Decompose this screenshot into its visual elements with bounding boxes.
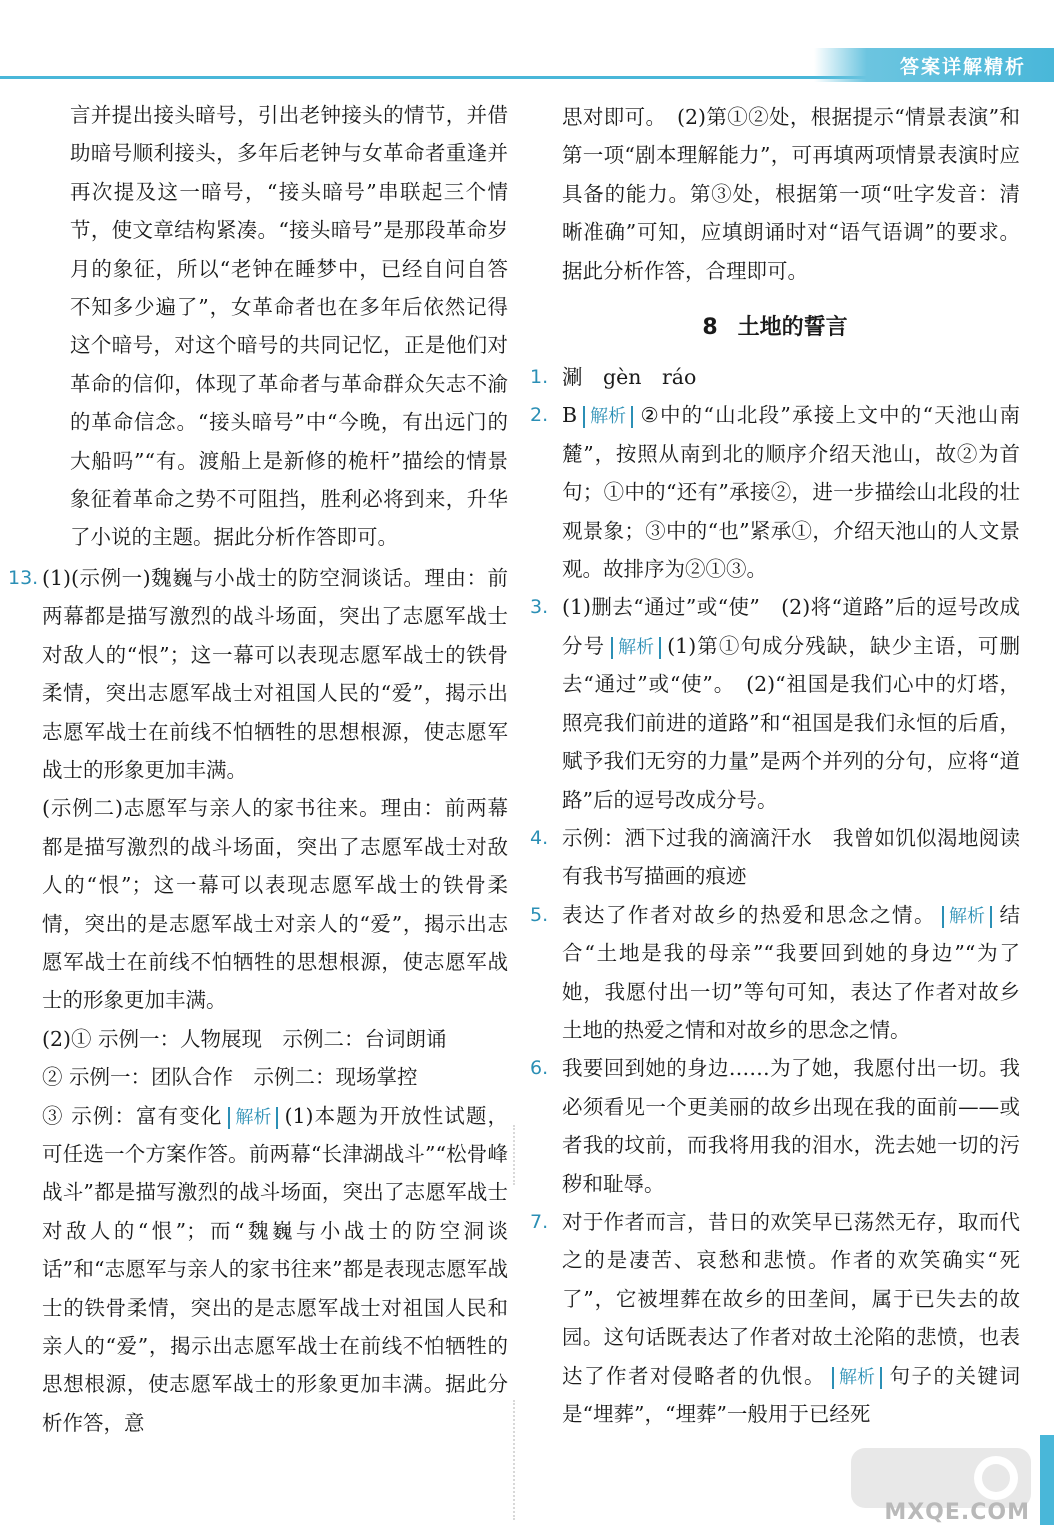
- item-number: 3.: [530, 596, 549, 619]
- right-column: [530, 98, 1041, 1433]
- continued-analysis: 思对即可。 (2)第①②处，根据提示“情景表演”和第一项“剧本理解能力”，可再填两项情景表演时应具备的能力。第③处，根据第一项“吐字发音：清晰准确”可知，应填朗诵时对“语气语调”的要求。据此分析作答，合理即可。: [562, 105, 1020, 283]
- question-13: [8, 559, 508, 1442]
- answer-item-3: [530, 588, 1020, 818]
- item-number: 6.: [530, 1057, 549, 1080]
- analysis-text: 句子的关键词是“埋葬”，“埋葬”一般用于已经死: [562, 1363, 1020, 1426]
- answer-part-2-line-3: [42, 1097, 508, 1443]
- header-tab: [814, 48, 1054, 82]
- item-text: [562, 588, 1020, 818]
- item-number: 7.: [530, 1210, 549, 1233]
- item-text: 我要回到她的身边……为了她，我愿付出一切。我必须看见一个更美丽的故乡出现在我的面前——或者我的坟前，而我将用我的泪水，洗去她一切的污秽和耻辱。: [562, 1056, 1020, 1196]
- item-text: [562, 896, 1020, 1050]
- watermark-text: MXQE.COM: [884, 1500, 1030, 1525]
- item-text: 涮 gèn ráo: [562, 365, 697, 390]
- item-text: 示例：洒下过我的滴滴汗水 我曾如饥似渴地阅读 有我书写描画的痕迹: [562, 825, 1041, 889]
- analysis-text: 结合“土地是我的母亲”“我要回到她的身边”“为了她，我愿付出一切”等句可知，表达了作者对故乡土地的热爱之情和对故乡的思念之情。: [562, 902, 1020, 1042]
- item-text: [562, 396, 1020, 588]
- item-answer: B: [562, 403, 578, 428]
- answer-item-1: [530, 358, 1020, 396]
- header-label: 答案详解精析: [899, 56, 1026, 78]
- answer-part-1-example-1: (1)(示例一)魏巍与小战士的防空洞谈话。理由：前两幕都是描写激烈的战斗场面，突出了志愿军战士对敌人的“恨”；这一幕可以表现志愿军战士的铁骨柔情，突出志愿军战士对祖国人民的“爱”，揭示出志愿军战士在前线不怕牺牲的思想根源，使志愿军战士的形象更加丰满。: [42, 565, 508, 782]
- question-number: 13.: [8, 566, 39, 589]
- continued-paragraph: 言并提出接头暗号，引出老钟接头的情节，并借助暗号顺利接头，多年后老钟与女革命者重逢并再次提及这一暗号，“接头暗号”串联起三个情节，使文章结构紧凑。“接头暗号”是那段革命岁月的象征，所以“老钟在睡梦中，已经自问自答不知多少遍了”，女革命者也在多年后依然记得这个暗号，对这个暗号的共同记忆，正是他们对革命的信仰，体现了革命者与革命群众矢志不渝的革命信念。“接头暗号”中“今晚，有出远门的大船吗”“有。渡船上是新修的桅杆”描绘的情景象征着革命之势不可阻挡，胜利必将到来，升华了小说的主题。据此分析作答即可。: [70, 103, 508, 550]
- item-answer: (1)删去“通过”或“使” (2)将“道路”后的逗号改成分号: [562, 595, 1020, 658]
- item-number: 1.: [530, 366, 549, 389]
- item-number: 5.: [530, 903, 549, 926]
- analysis-tag: 解析: [832, 1367, 882, 1389]
- section-title: 土地的誓言: [737, 315, 848, 341]
- answer-item-2: [530, 396, 1020, 588]
- analysis-tag: 解析: [611, 637, 661, 659]
- analysis-text: ②中的“山北段”承接上文中的“天池山南麓”，按照从南到北的顺序介绍天池山，故②为首句；①中的“还有”承接②，进一步描绘山北段的壮观景象；③中的“也”紧承①，介绍天池山的人文景观。故排序为②①③。: [562, 403, 1020, 582]
- answer-item-7: [530, 1203, 1020, 1433]
- item-answer: 表达了作者对故乡的热爱和思念之情。: [562, 902, 936, 927]
- question-body: [42, 559, 508, 1442]
- analysis-tag: 解析: [228, 1107, 278, 1129]
- answer-text: ③ 示例：富有变化: [42, 1103, 223, 1128]
- item-answer: 对于作者而言，昔日的欢笑早已荡然无存，取而代之的是凄苦、哀愁和悲愤。作者的欢笑确实“死了”，它被埋葬在故乡的田垄间，属于已失去的故园。这句话既表达了作者对故土沦陷的悲愤，也表达了作者对侵略者的仇恨。: [562, 1209, 1020, 1388]
- section-heading: [530, 300, 1020, 356]
- analysis-text: (1)第①句成分残缺，缺少主语，可删去“通过”或“使”。 (2)“祖国是我们心中的灯塔，照亮我们前进的道路”和“祖国是我们永恒的后盾，赋予我们无穷的力量”是两个并列的分句，应将“道路”后的逗号改成分号。: [562, 633, 1020, 812]
- left-column: [8, 96, 508, 1442]
- analysis-tag: 解析: [942, 906, 992, 928]
- analysis-text: (1)本题为开放性试题，可任选一个方案作答。前两幕“长津湖战斗”“松骨峰战斗”都是描写激烈的战斗场面，突出了志愿军战士对敌人的“恨”；而“魏巍与小战士的防空洞谈话”和“志愿军与亲人的家书往来”都是表现志愿军战士的铁骨柔情，突出的是志愿军战士对祖国人民和亲人的“爱”，揭示出志愿军战士在前线不怕牺牲的思想根源，使志愿军战士的形象更加丰满。据此分析作答，意: [42, 1103, 508, 1435]
- item-number: 2.: [530, 404, 549, 427]
- section-number: 8: [702, 315, 718, 341]
- answer-part-2-line-1: (2)① 示例一：人物展现 示例二：台词朗诵: [42, 1026, 447, 1051]
- column-divider-dots-lower: [513, 1400, 517, 1520]
- analysis-tag: 解析: [583, 406, 633, 428]
- answer-item-4: [530, 819, 1041, 896]
- column-divider-dots: [513, 1125, 517, 1185]
- answer-part-1-example-2: (示例二)志愿军与亲人的家书往来。理由：前两幕都是描写激烈的战斗场面，突出了志愿军战士对敌人的“恨”；这一幕可以表现志愿军战士的铁骨柔情，突出的是志愿军战士对亲人的“爱”，揭示出志愿军战士在前线不怕牺牲的思想根源，使志愿军战士的形象更加丰满。: [42, 796, 508, 1013]
- answer-item-5: [530, 896, 1020, 1050]
- item-text: [562, 1203, 1020, 1433]
- item-number: 4.: [530, 826, 549, 849]
- answer-part-2-line-2: ② 示例一：团队合作 示例二：现场掌控: [42, 1065, 418, 1090]
- page-edge-tab: [1040, 1435, 1054, 1525]
- answer-item-6: [530, 1049, 1020, 1203]
